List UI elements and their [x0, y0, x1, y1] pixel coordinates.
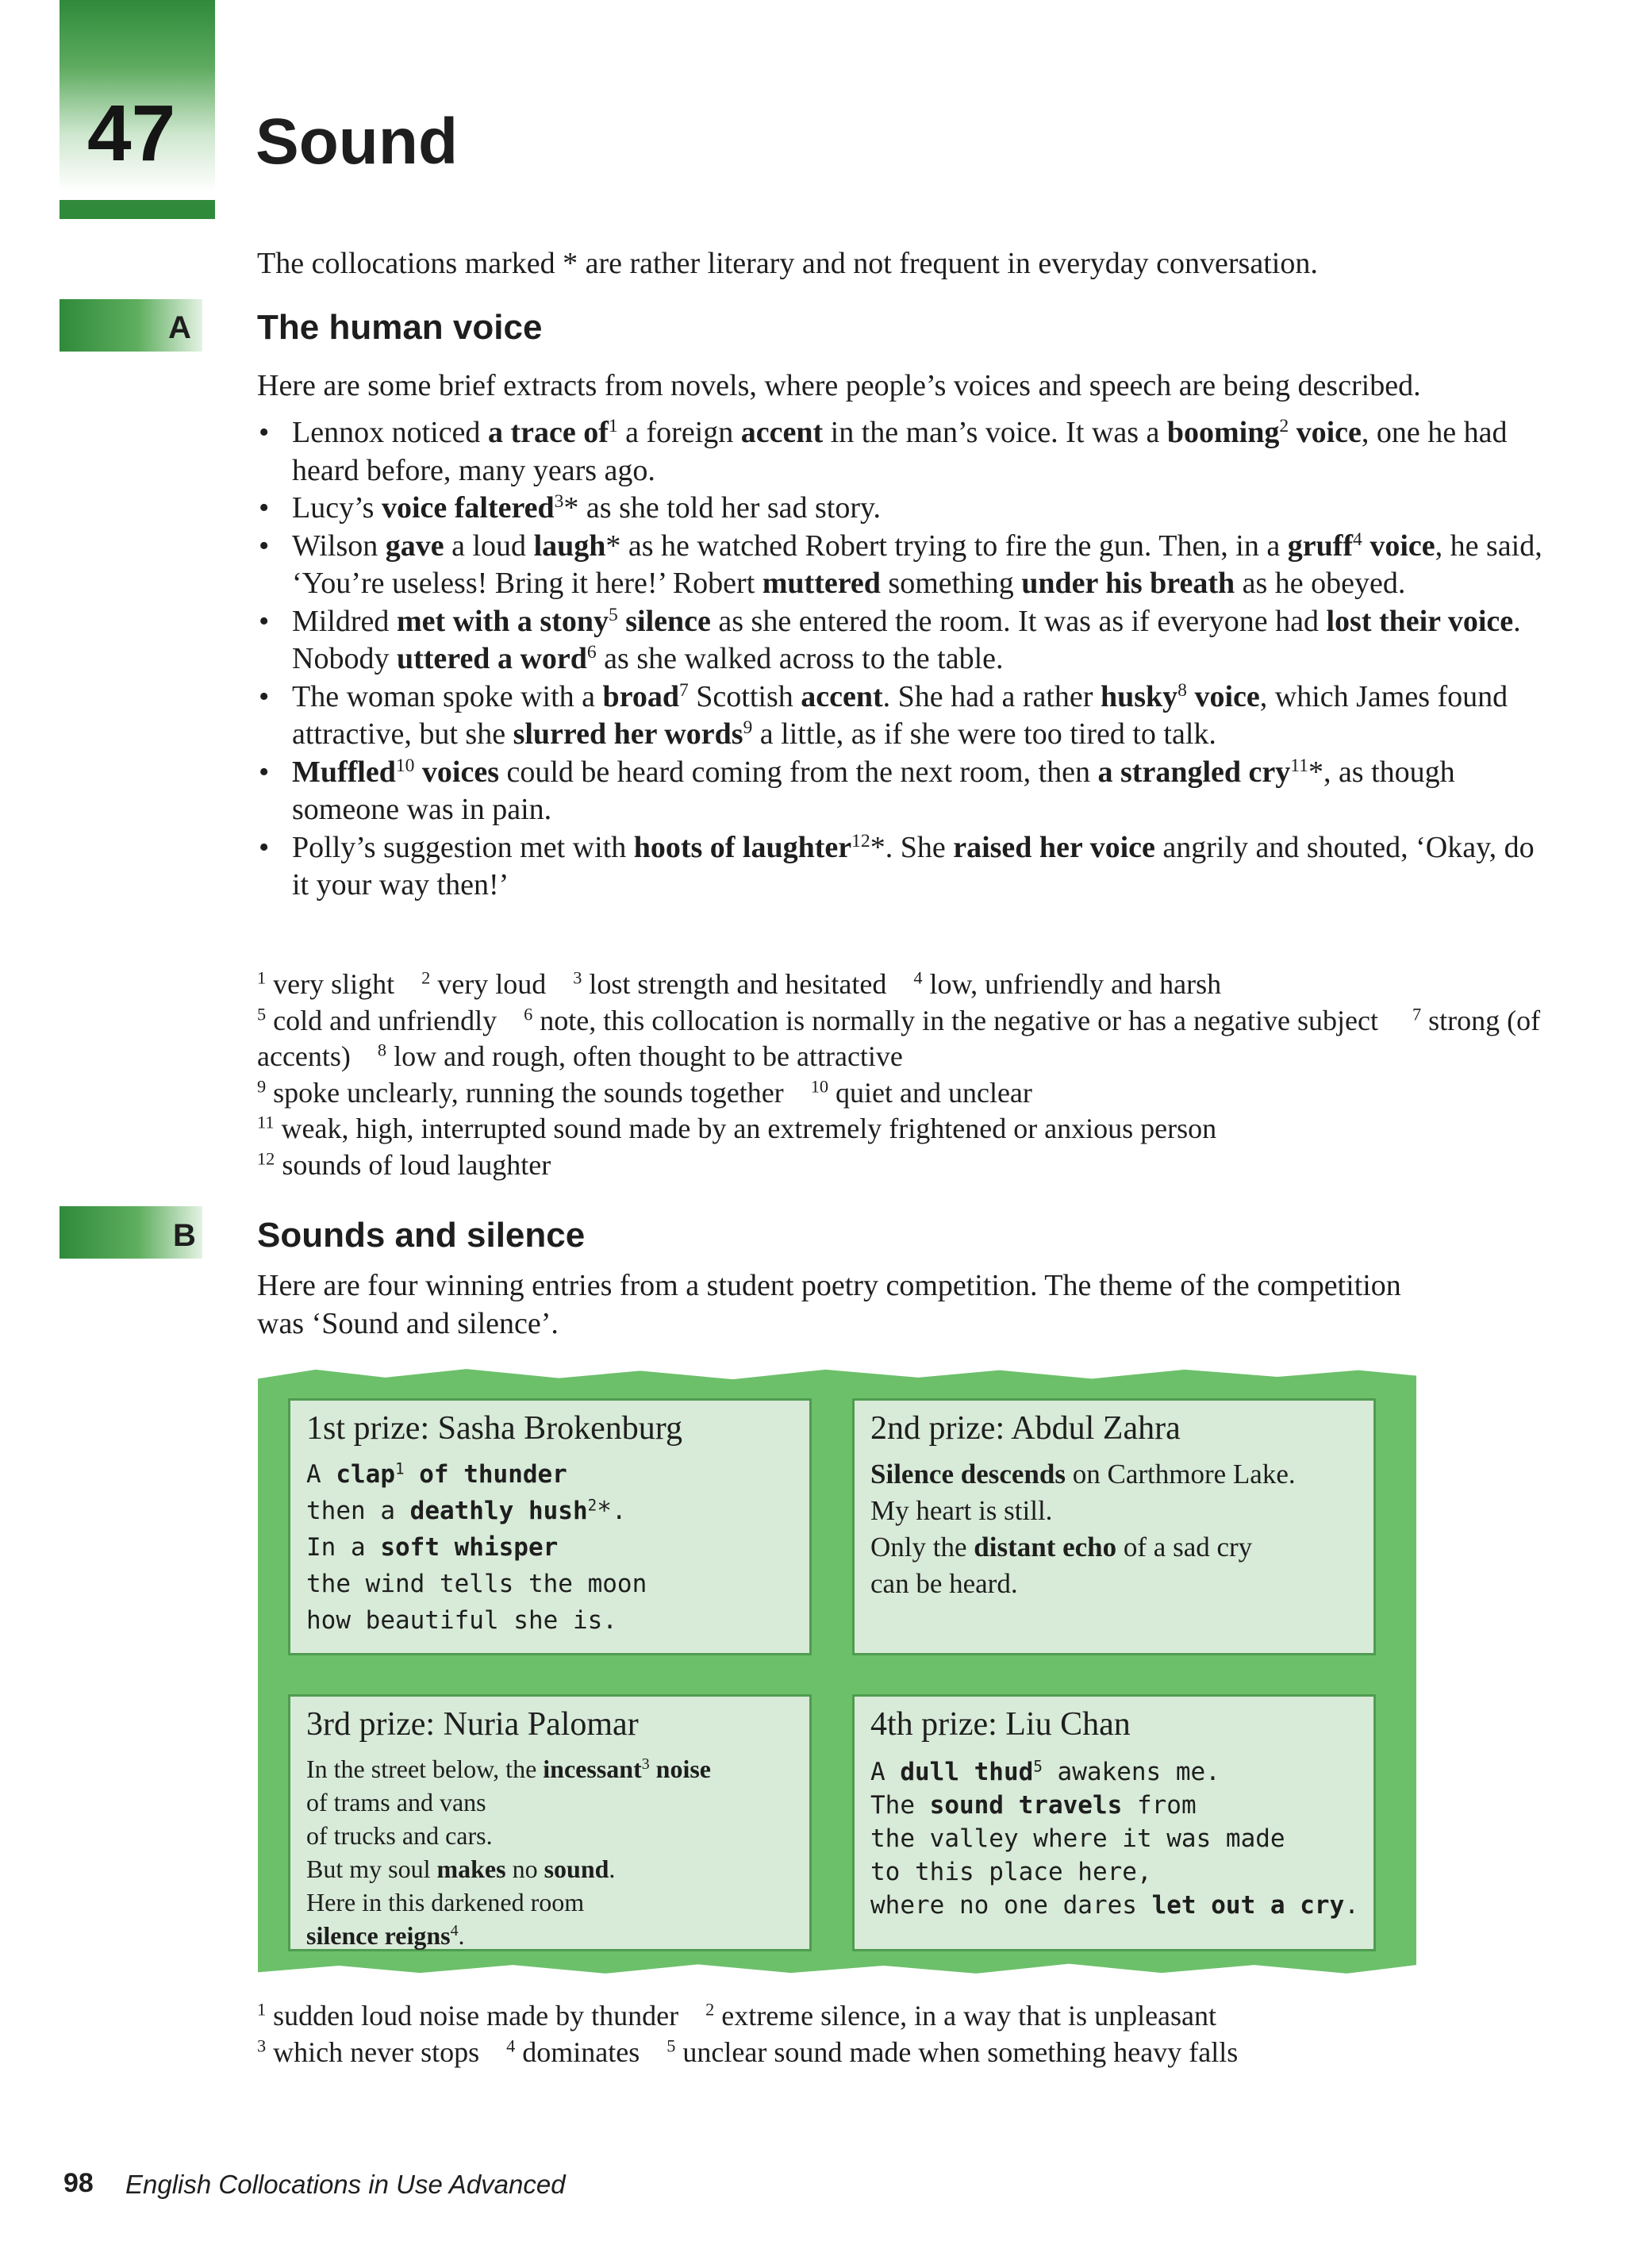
poem-line: The sound travels from: [870, 1791, 1197, 1820]
section-b-title: Sounds and silence: [257, 1216, 586, 1255]
poem-line: In a soft whisper: [306, 1533, 559, 1562]
poem-line: of trucks and cars.: [306, 1821, 493, 1850]
poem-body: [306, 1752, 711, 1952]
poem-line: silence reigns$^4$.: [306, 1921, 465, 1950]
poem-title: 3rd prize: Nuria Palomar: [306, 1706, 639, 1743]
list-item: • Lucy’s voice faltered$^3$* as she told her sad story.: [259, 491, 882, 525]
poem-line: how beautiful she is.: [306, 1606, 617, 1635]
poem-line: the wind tells the moon: [306, 1570, 647, 1598]
poem-line: In the street below, the incessant$^3$ noise: [306, 1755, 711, 1783]
list-item: • Lennox noticed a trace $of^1$ a foreign accent in the man’s voice. It was a booming$^2$ voice, one he had heard before, many years ago.: [259, 416, 1508, 487]
section-b-footnotes: $^1$ sudden loud noise made by thunder $^2$ extreme silence, in a way that is unpleasant $^3$ which never stops $^4$ dominates $^5$ unclear sound made when something heavy falls: [257, 1999, 1239, 2068]
poem-card-4: [852, 1694, 1376, 1951]
list-item: • Muffled$^{10}$ voices could be heard coming from the next room, then a strangled cry$^{11}$*, as though someone was in pain.: [259, 755, 1455, 826]
section-a-footnotes: $^1$ very slight $^2$ very loud $^3$ lost strength and hesitated $^4$ low, unfriendly and harsh $^5$ cold and unfriendly $^6$ note, this collocation is normally in the negative or has a negative subject $^7$ strong (of accents) $^8$ low and rough, often thought to be attractive $^9$ spoke unclearly, running the sounds together $^{10}$ quiet and unclear $^{11}$ weak, high, interrupted sound made by an extremely frightened or anxious person $^{12}$ sounds of loud laughter: [257, 967, 1541, 1181]
unit-divider-bar: [60, 200, 215, 219]
poem-title: 2nd prize: Abdul Zahra: [870, 1410, 1181, 1447]
section-a-title: The human voice: [257, 308, 543, 347]
poem-body: [870, 1456, 1296, 1602]
poem-title: 1st prize: Sasha Brokenburg: [306, 1410, 682, 1447]
poem-line: can be heard.: [870, 1568, 1018, 1599]
list-item: • Wilson gave a loud laugh* as he watched Robert trying to fire the gun. Then, in a gruff$^4$ voice, he said, ‘You’re useless! Bring it here!’ Robert muttered something under his breath as he obeyed.: [259, 529, 1542, 600]
poem-card-3: [288, 1694, 812, 1951]
poem-card-1: [288, 1398, 812, 1655]
poem-card-2: [852, 1398, 1376, 1655]
poem-line: where no one dares let out a cry.: [870, 1891, 1359, 1920]
list-item: • The woman spoke with a broad$^7$ Scottish accent. She had a rather husky$^8$ voice, which James found attractive, but she slurred her words$^9$ a little, as if she were too tired to talk.: [259, 679, 1508, 751]
unit-title: Sound: [255, 106, 459, 178]
poem-body: [306, 1456, 647, 1639]
poem-title: 4th prize: Liu Chan: [870, 1706, 1131, 1743]
voice-extracts-list: [257, 414, 1558, 905]
poem-line: A dull thud$^5$ awakens me.: [870, 1757, 1220, 1786]
book-title: English Collocations in Use Advanced: [125, 2170, 566, 2199]
poem-body: [870, 1755, 1359, 1922]
list-item: • Mildred met with a stony$^5$ silence as she entered the room. It was as if everyone had lost their voice. Nobody uttered a word$^6$ as she walked across to the table.: [259, 604, 1521, 675]
poem-line: of trams and vans: [306, 1788, 486, 1816]
poem-line: Here in this darkened room: [306, 1888, 585, 1916]
poem-line: A clap$^1$ of thunder: [306, 1459, 567, 1489]
poem-line: the valley where it was made: [870, 1824, 1285, 1853]
page-number: 98: [63, 2168, 94, 2198]
poem-line: to this place here,: [870, 1858, 1152, 1886]
poem-line: But my soul makes no sound.: [306, 1855, 616, 1883]
poem-line: Silence descends on Carthmore Lake.: [870, 1459, 1296, 1490]
unit-number: 47: [87, 89, 176, 178]
section-b-intro: Here are four winning entries from a student poetry competition. The theme of the competition was ‘Sound and silence’.: [257, 1269, 1401, 1340]
intro-text: The collocations marked * are rather literary and not frequent in everyday conversation.: [257, 247, 1318, 280]
list-item: • Polly’s suggestion met with hoots of laughter$^{12}$*. She raised her voice angrily and shouted, ‘Okay, do it your way then!’: [259, 830, 1535, 901]
section-a-intro: Here are some brief extracts from novels, where people’s voices and speech are being described.: [257, 369, 1421, 402]
poem-line: Only the distant echo of a sad cry: [870, 1532, 1253, 1563]
section-b-letter: B: [173, 1218, 196, 1253]
poem-line: My heart is still.: [870, 1495, 1053, 1526]
poem-line: then a deathly hush$^2$*.: [306, 1496, 627, 1525]
section-a-letter: A: [168, 310, 191, 345]
